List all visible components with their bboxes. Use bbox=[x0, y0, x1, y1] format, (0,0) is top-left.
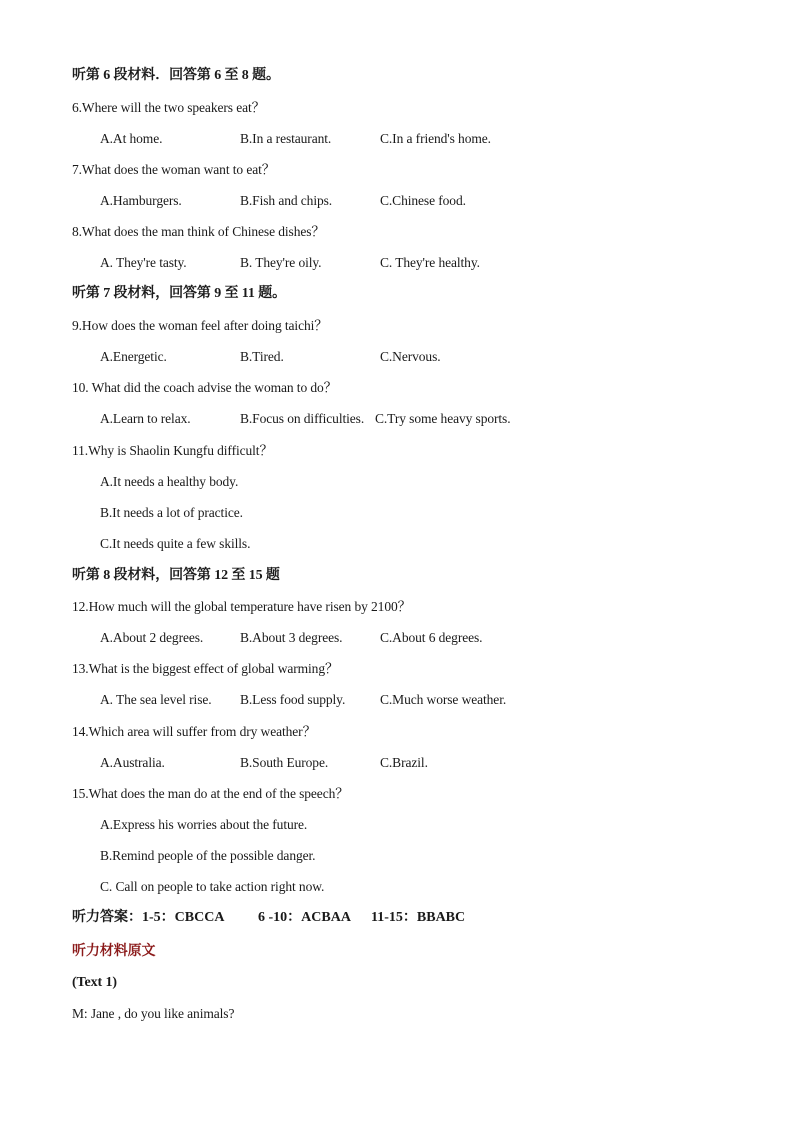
question-14-option-c: C.Brazil. bbox=[380, 755, 428, 770]
text-1-label: (Text 1) bbox=[72, 975, 117, 990]
question-12-stem: 12.How much will the global temperature have risen by 2100？ bbox=[72, 599, 412, 614]
question-12-option-b: B.About 3 degrees. bbox=[240, 630, 343, 645]
question-7-option-c: C.Chinese food. bbox=[380, 193, 466, 208]
answer-key-part-2: 6 -10：ACBAA bbox=[258, 910, 351, 925]
question-14-option-b: B.South Europe. bbox=[240, 755, 329, 770]
question-15-option-b: B.Remind people of the possible danger. bbox=[100, 848, 316, 863]
answer-key-part-3: 11-15：BBABC bbox=[371, 910, 466, 925]
question-15-stem: 15.What does the man do at the end of the speech？ bbox=[72, 786, 349, 801]
transcript-heading: 听力材料原文 bbox=[72, 944, 156, 959]
question-13-option-c: C.Much worse weather. bbox=[380, 692, 507, 707]
question-13-stem: 13.What is the biggest effect of global warming？ bbox=[72, 661, 339, 676]
question-10-option-b: B.Focus on difficulties. bbox=[240, 411, 365, 426]
question-6-option-b: B.In a restaurant. bbox=[240, 131, 332, 146]
question-6-option-c: C.In a friend's home. bbox=[380, 131, 491, 146]
question-8-option-a: A. They're tasty. bbox=[100, 255, 187, 270]
question-14-option-a: A.Australia. bbox=[100, 755, 165, 770]
transcript-line-1: M: Jane , do you like animals? bbox=[72, 1006, 235, 1021]
question-10-option-c: C.Try some heavy sports. bbox=[375, 411, 511, 426]
question-9-option-b: B.Tired. bbox=[240, 349, 284, 364]
question-8-option-b: B. They're oily. bbox=[240, 255, 322, 270]
question-11-stem: 11.Why is Shaolin Kungfu difficult？ bbox=[72, 443, 273, 458]
question-14-stem: 14.Which area will suffer from dry weather？ bbox=[72, 724, 316, 739]
question-8-option-c: C. They're healthy. bbox=[380, 255, 480, 270]
question-15-option-a: A.Express his worries about the future. bbox=[100, 817, 308, 832]
question-9-stem: 9.How does the woman feel after doing taichi？ bbox=[72, 318, 328, 333]
answer-key-part-1: 听力答案：1-5：CBCCA bbox=[72, 910, 225, 925]
question-7-stem: 7.What does the woman want to eat？ bbox=[72, 162, 276, 177]
section-6-heading: 听第 6 段材料．回答第 6 至 8 题。 bbox=[72, 68, 280, 83]
question-9-option-c: C.Nervous. bbox=[380, 349, 441, 364]
question-7-option-b: B.Fish and chips. bbox=[240, 193, 333, 208]
question-15-option-c: C. Call on people to take action right now. bbox=[100, 879, 325, 894]
question-13-option-a: A. The sea level rise. bbox=[100, 692, 212, 707]
section-8-heading: 听第 8 段材料，回答第 12 至 15 题 bbox=[72, 568, 280, 583]
section-7-heading: 听第 7 段材料，回答第 9 至 11 题。 bbox=[72, 286, 287, 301]
question-12-option-c: C.About 6 degrees. bbox=[380, 630, 483, 645]
question-11-option-a: A.It needs a healthy body. bbox=[100, 474, 239, 489]
question-10-stem: 10. What did the coach advise the woman to do？ bbox=[72, 380, 338, 395]
question-12-option-a: A.About 2 degrees. bbox=[100, 630, 204, 645]
question-11-option-b: B.It needs a lot of practice. bbox=[100, 505, 243, 520]
question-8-stem: 8.What does the man think of Chinese dishes？ bbox=[72, 224, 325, 239]
question-13-option-b: B.Less food supply. bbox=[240, 692, 346, 707]
question-6-option-a: A.At home. bbox=[100, 131, 163, 146]
question-10-option-a: A.Learn to relax. bbox=[100, 411, 191, 426]
question-7-option-a: A.Hamburgers. bbox=[100, 193, 182, 208]
question-6-stem: 6.Where will the two speakers eat？ bbox=[72, 100, 266, 115]
question-11-option-c: C.It needs quite a few skills. bbox=[100, 536, 251, 551]
question-9-option-a: A.Energetic. bbox=[100, 349, 167, 364]
